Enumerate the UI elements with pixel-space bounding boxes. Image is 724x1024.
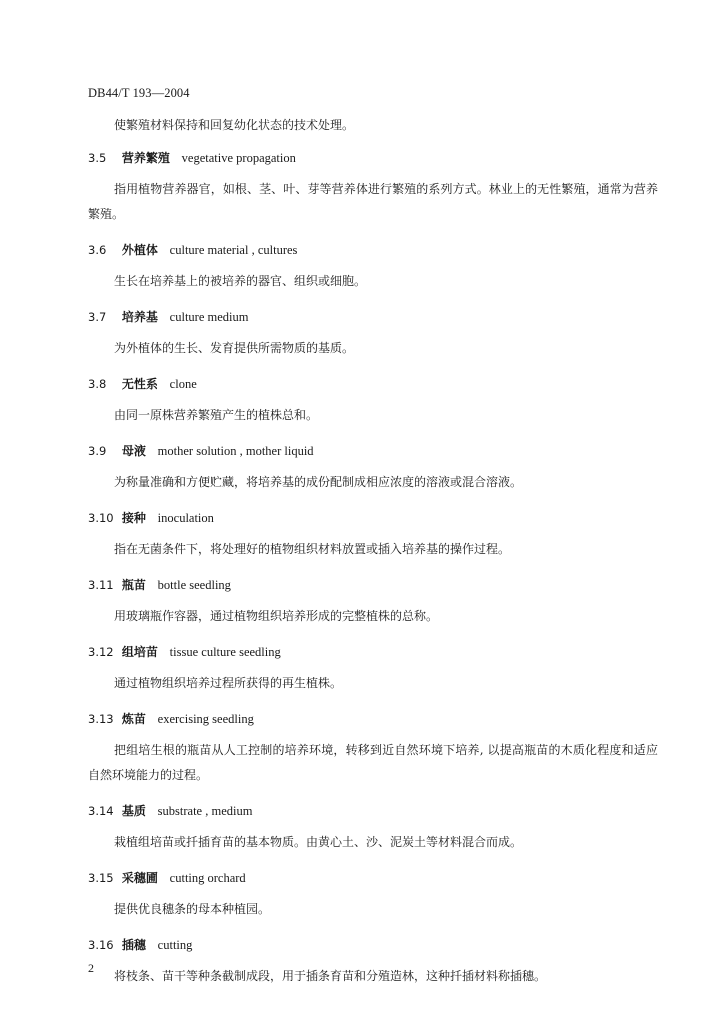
term-english: cutting [157, 938, 193, 952]
term-definition: 将枝条、苗干等种条截制成段，用于插条育苗和分殖造林，这种扦插材料称插穗。 [114, 969, 547, 983]
page-number: 2 [88, 961, 94, 975]
term-definition: 指用植物营养器官，如根、茎、叶、芽等营养体进行繁殖的系列方式。林业上的无性繁殖，通常为营养繁殖。 [88, 182, 658, 221]
term-entry-3-11 [88, 577, 658, 629]
term-chinese: 无性系 [121, 377, 158, 391]
term-heading [88, 711, 658, 727]
term-english: tissue culture seedling [169, 645, 281, 659]
term-english: substrate , medium [157, 804, 253, 818]
term-heading [88, 577, 658, 593]
term-entry-3-16 [88, 937, 658, 989]
term-entry-3-13 [88, 711, 658, 788]
term-heading [88, 870, 658, 886]
term-heading [88, 242, 658, 258]
term-number: 3.6 [88, 243, 107, 257]
term-heading [88, 644, 658, 660]
term-number: 3.12 [88, 645, 114, 659]
term-entry-3-12 [88, 644, 658, 696]
term-number: 3.10 [88, 511, 114, 525]
term-english: clone [169, 377, 197, 391]
term-english: inoculation [157, 511, 214, 525]
continuation-text: 使繁殖材料保持和回复幼化状态的技术处理。 [114, 118, 355, 132]
term-definition: 栽植组培苗或扦插育苗的基本物质。由黄心土、沙、泥炭土等材料混合而成。 [114, 835, 523, 849]
term-definition: 为外植体的生长、发育提供所需物质的基质。 [114, 341, 355, 355]
term-heading [88, 937, 658, 953]
term-entry-3-5 [88, 150, 658, 227]
term-heading [88, 510, 658, 526]
term-english: cutting orchard [169, 871, 246, 885]
term-english: culture material , cultures [169, 243, 298, 257]
document-id-header: DB44/T 193—2004 [88, 86, 190, 100]
term-entry-3-14 [88, 803, 658, 855]
term-english: mother solution , mother liquid [157, 444, 314, 458]
term-number: 3.11 [88, 578, 114, 592]
term-heading [88, 803, 658, 819]
term-number: 3.16 [88, 938, 114, 952]
term-number: 3.9 [88, 444, 107, 458]
term-definition: 用玻璃瓶作容器，通过植物组织培养形成的完整植株的总称。 [114, 609, 439, 623]
term-definition: 指在无菌条件下，将处理好的植物组织材料放置或插入培养基的操作过程。 [114, 542, 511, 556]
term-english: culture medium [169, 310, 249, 324]
term-definition: 为称量准确和方便贮藏，将培养基的成份配制成相应浓度的溶液或混合溶液。 [114, 475, 523, 489]
term-definition: 提供优良穗条的母本种植园。 [114, 902, 271, 916]
content-body [88, 116, 658, 1004]
term-number: 3.5 [88, 151, 107, 165]
term-definition: 通过植物组织培养过程所获得的再生植株。 [114, 676, 343, 690]
term-number: 3.7 [88, 310, 107, 324]
term-entry-3-9 [88, 443, 658, 495]
term-chinese: 接种 [121, 511, 146, 525]
term-english: bottle seedling [157, 578, 231, 592]
term-chinese: 插穗 [121, 938, 146, 952]
term-number: 3.14 [88, 804, 114, 818]
term-chinese: 瓶苗 [121, 578, 146, 592]
term-chinese: 炼苗 [121, 712, 146, 726]
term-chinese: 采穗圃 [121, 871, 158, 885]
term-chinese: 基质 [121, 804, 146, 818]
term-heading [88, 150, 658, 166]
term-number: 3.15 [88, 871, 114, 885]
term-english: exercising seedling [157, 712, 254, 726]
term-number: 3.8 [88, 377, 107, 391]
term-entry-3-10 [88, 510, 658, 562]
term-chinese: 外植体 [121, 243, 158, 257]
term-entry-3-8 [88, 376, 658, 428]
term-english: vegetative propagation [181, 151, 296, 165]
term-definition: 由同一原株营养繁殖产生的植株总和。 [114, 408, 319, 422]
term-entry-3-15 [88, 870, 658, 922]
term-heading [88, 376, 658, 392]
term-chinese: 组培苗 [121, 645, 158, 659]
term-definition: 生长在培养基上的被培养的器官、组织或细胞。 [114, 274, 367, 288]
term-entry-3-7 [88, 309, 658, 361]
term-heading [88, 443, 658, 459]
term-heading [88, 309, 658, 325]
term-definition: 把组培生根的瓶苗从人工控制的培养环境，转移到近自然环境下培养, 以提高瓶苗的木质化程度和适应自然环境能力的过程。 [88, 743, 658, 782]
term-entry-3-6 [88, 242, 658, 294]
term-chinese: 营养繁殖 [121, 151, 170, 165]
term-number: 3.13 [88, 712, 114, 726]
term-chinese: 母液 [121, 444, 146, 458]
term-chinese: 培养基 [121, 310, 158, 324]
